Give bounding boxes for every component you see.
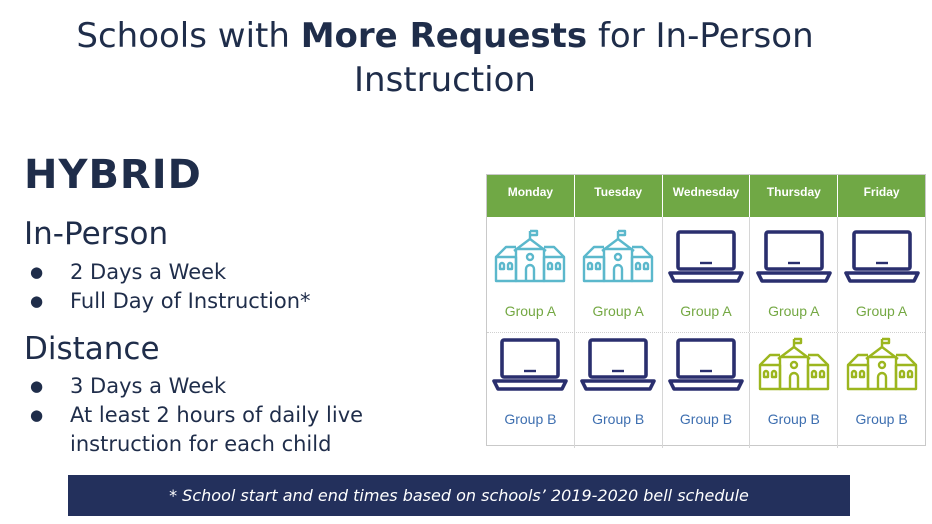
group-a-label: Group A — [592, 303, 644, 319]
group-a-label: Group A — [680, 303, 732, 319]
group-a-label: Group A — [504, 303, 557, 319]
in-person-list — [30, 258, 450, 316]
distance-item: ● 3 Days a Week — [30, 372, 450, 401]
in-person-item: ● 2 Days a Week — [30, 258, 450, 287]
group-b-row — [487, 333, 925, 448]
laptop-icon — [668, 229, 744, 290]
group-b-label: Group B — [592, 411, 645, 427]
group-b-label: Group B — [767, 411, 820, 427]
laptop-icon — [844, 229, 920, 290]
title-bold: More Requests — [300, 16, 588, 56]
laptop-icon — [756, 229, 832, 290]
distance-list — [30, 372, 450, 459]
group-b-label: Group B — [855, 411, 908, 427]
group-b-label: Group B — [679, 411, 733, 427]
group-a-label: Group A — [855, 303, 908, 319]
school-icon — [756, 337, 832, 396]
group-a-row — [487, 217, 925, 333]
day-header: Tuesday — [575, 175, 663, 217]
group-a-cell — [575, 217, 663, 332]
laptop-icon — [580, 337, 656, 398]
distance-heading: Distance — [24, 331, 160, 367]
group-b-cell — [487, 333, 575, 448]
footer-note: * School start and end times based on schools’ 2019-2020 bell schedule — [68, 475, 850, 516]
hybrid-heading: HYBRID — [24, 152, 202, 198]
school-icon — [844, 337, 920, 396]
group-a-label: Group A — [768, 303, 820, 319]
day-header: Wednesday — [663, 175, 751, 217]
title-suffix: for In-Person Instruction — [354, 16, 814, 100]
in-person-item: ● Full Day of Instruction* — [30, 287, 450, 316]
day-header: Monday — [487, 175, 575, 217]
group-a-cell — [487, 217, 575, 332]
day-header: Friday — [863, 185, 900, 199]
day-header: Thursday — [750, 175, 838, 217]
group-b-cell — [750, 333, 838, 448]
group-b-cell — [663, 333, 751, 448]
group-a-cell — [838, 217, 925, 332]
group-b-cell — [838, 333, 925, 448]
schedule-grid — [486, 174, 926, 446]
group-b-label: Group B — [504, 411, 557, 427]
group-a-cell — [663, 217, 751, 332]
in-person-heading: In-Person — [24, 216, 169, 252]
distance-item: ● At least 2 hours of daily live instruction for each child — [30, 401, 450, 459]
page-title — [40, 14, 850, 102]
group-a-cell — [750, 217, 838, 332]
group-b-cell — [575, 333, 663, 448]
school-icon — [580, 229, 656, 288]
schedule-header — [487, 175, 925, 217]
title-prefix: Schools with — [76, 16, 301, 56]
laptop-icon — [668, 337, 744, 398]
laptop-icon — [492, 337, 568, 398]
school-icon — [492, 229, 568, 288]
